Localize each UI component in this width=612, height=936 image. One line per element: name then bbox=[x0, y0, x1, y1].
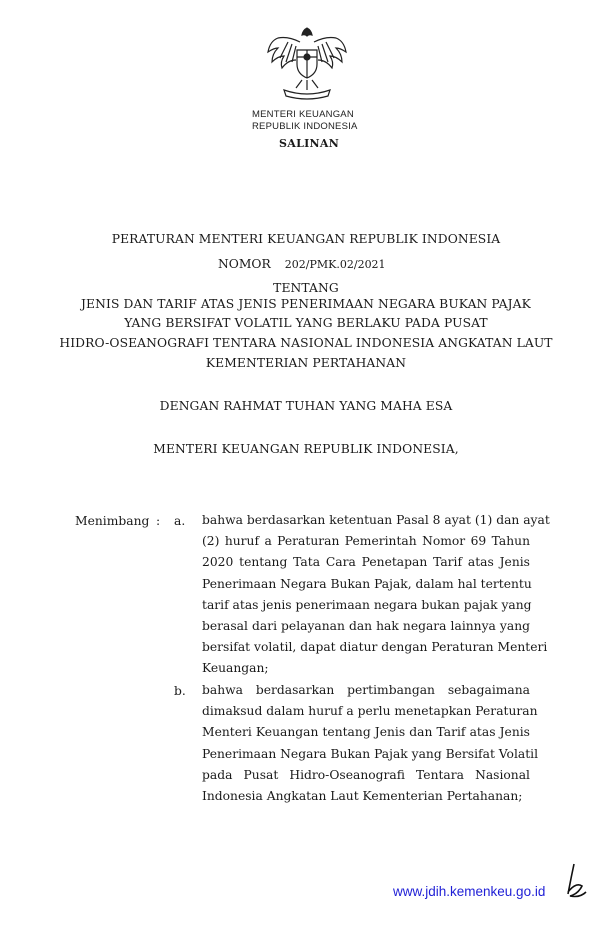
ministry-line-2: REPUBLIK INDONESIA bbox=[252, 121, 358, 132]
paragraph-line: bahwa berdasarkan pertimbangan sebagaimana bbox=[202, 683, 530, 697]
subject-line-3: HIDRO-OSEANOGRAFI TENTARA NASIONAL INDONESIA ANGKATAN LAUT bbox=[59, 336, 553, 350]
subject-line-4: KEMENTERIAN PERTAHANAN bbox=[205, 356, 407, 370]
subject-line-2: YANG BERSIFAT VOLATIL YANG BERLAKU PADA PUSAT bbox=[124, 316, 488, 330]
paragraph-line: pada Pusat Hidro-Oseanografi Tentara Nasional bbox=[202, 767, 530, 782]
blessing-line: DENGAN RAHMAT TUHAN YANG MAHA ESA bbox=[159, 399, 453, 413]
paragraph-line: 2020 tentang Tata Cara Penetapan Tarif atas Jenis bbox=[202, 555, 530, 570]
item-b-letter: b. bbox=[174, 684, 186, 698]
regulation-number bbox=[218, 257, 386, 271]
paragraph-line: (2) huruf a Peraturan Pemerintah Nomor 69 Tahun bbox=[202, 534, 530, 549]
item-a-letter: a. bbox=[174, 514, 186, 528]
menimbang-label: Menimbang bbox=[75, 514, 150, 528]
paragraph-line: Menteri Keuangan tentang Jenis dan Tarif atas Jenis bbox=[202, 725, 530, 740]
tentang-label: TENTANG bbox=[273, 281, 339, 295]
paragraph-line: Indonesia Angkatan Laut Kementerian Pertahanan; bbox=[202, 788, 523, 803]
ministry-line-1: MENTERI KEUANGAN bbox=[252, 109, 354, 120]
nomor-label: NOMOR bbox=[218, 257, 271, 271]
regulation-title: PERATURAN MENTERI KEUANGAN REPUBLIK INDONESIA bbox=[111, 232, 501, 246]
paragraph-line: dimaksud dalam huruf a perlu menetapkan Peraturan bbox=[202, 704, 538, 719]
paragraph-line: berasal dari pelayanan dan hak negara lainnya yang bbox=[202, 618, 530, 633]
jdih-website-link[interactable]: www.jdih.kemenkeu.go.id bbox=[393, 884, 546, 899]
garuda-emblem-icon bbox=[262, 22, 352, 102]
item-b-paragraph bbox=[202, 680, 539, 807]
nomor-value: 202/PMK.02/2021 bbox=[284, 258, 386, 271]
menimbang-colon: : bbox=[156, 514, 161, 528]
issuer-line: MENTERI KEUANGAN REPUBLIK INDONESIA, bbox=[153, 442, 459, 456]
paragraph-line: bersifat volatil, dapat diatur dengan Peraturan Menteri bbox=[202, 640, 548, 655]
paragraph-line: Penerimaan Negara Bukan Pajak, dalam hal tertentu bbox=[202, 576, 532, 591]
paragraph-line: bahwa berdasarkan ketentuan Pasal 8 ayat (1) dan ayat bbox=[202, 513, 550, 527]
subject-line-1: JENIS DAN TARIF ATAS JENIS PENERIMAAN NEGARA BUKAN PAJAK bbox=[81, 297, 531, 311]
paragraph-line: Keuangan; bbox=[202, 661, 269, 676]
paragraph-line: tarif atas jenis penerimaan negara bukan pajak yang bbox=[202, 597, 532, 612]
paragraph-line: Penerimaan Negara Bukan Pajak yang Bersifat Volatil bbox=[202, 746, 539, 761]
item-a-paragraph bbox=[202, 510, 550, 680]
copy-label: SALINAN bbox=[279, 137, 340, 150]
paraf-signature-icon bbox=[556, 862, 592, 902]
